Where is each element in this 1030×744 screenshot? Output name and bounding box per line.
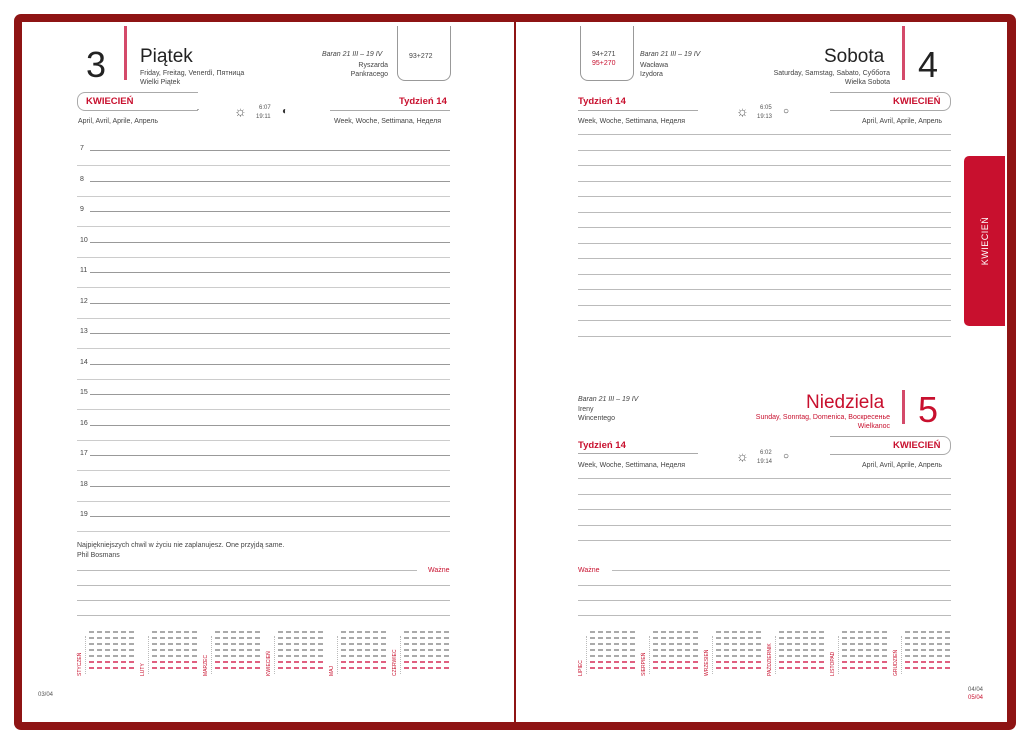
- hour-line[interactable]: [90, 150, 450, 151]
- left-page: [22, 22, 514, 722]
- note-line[interactable]: [578, 134, 951, 135]
- hour-label: 7: [80, 145, 84, 152]
- header-divider: [902, 390, 905, 424]
- note-line[interactable]: [578, 274, 951, 275]
- month-translations: April, Avril, Aprile, Апрель: [862, 118, 943, 125]
- hour-line[interactable]: [90, 181, 450, 182]
- mini-calendar-grid: [341, 630, 389, 678]
- mini-calendar-month: PAŹDZIERNIK: [767, 643, 773, 676]
- half-hour-line[interactable]: [77, 348, 450, 349]
- hour-line[interactable]: [90, 486, 450, 487]
- page-number: 04/04: [968, 687, 984, 693]
- mini-calendar-grid: [905, 630, 953, 678]
- week-label: Tydzień 14: [578, 96, 626, 107]
- page-number-red: 05/04: [968, 695, 984, 701]
- hour-line[interactable]: [90, 242, 450, 243]
- mini-calendar-grid: [89, 630, 137, 678]
- day-translations: Saturday, Samstag, Sabato, Суббота: [773, 70, 890, 77]
- mini-calendar-grid: [779, 630, 827, 678]
- mini-calendar-month: WRZESIEŃ: [704, 649, 710, 676]
- day-translations: Sunday, Sonntag, Domenica, Воскресенье: [755, 414, 890, 421]
- mini-calendar-grid: [404, 630, 452, 678]
- hour-label: 8: [80, 175, 84, 183]
- hour-label: 10: [80, 236, 88, 244]
- half-hour-line[interactable]: [77, 501, 450, 502]
- header-divider: [902, 26, 905, 80]
- name-day-2: Wincentego: [578, 415, 615, 422]
- half-hour-line[interactable]: [77, 470, 450, 471]
- holiday: Wielka Sobota: [844, 79, 890, 86]
- note-line[interactable]: [578, 509, 951, 510]
- half-hour-line[interactable]: [77, 196, 450, 197]
- name-day-1: Ireny: [578, 406, 594, 413]
- week-translations: Week, Woche, Settimana, Неделя: [334, 118, 442, 125]
- note-line[interactable]: [578, 258, 951, 259]
- half-hour-line[interactable]: [77, 257, 450, 258]
- hour-label: 14: [80, 358, 88, 366]
- mini-calendar-month: GRUDZIEŃ: [893, 649, 899, 676]
- month-label: KWIECIEŃ: [86, 96, 134, 107]
- holiday: Wielki Piątek: [140, 79, 181, 86]
- half-hour-line[interactable]: [77, 531, 450, 532]
- day-name: Piątek: [140, 46, 193, 67]
- half-hour-line[interactable]: [77, 287, 450, 288]
- note-line[interactable]: [578, 243, 951, 244]
- month-label: KWIECIEŃ: [893, 96, 941, 107]
- mini-calendar-grid: [653, 630, 701, 678]
- header-divider: [124, 26, 127, 80]
- zodiac: Baran 21 III – 19 IV: [322, 51, 383, 58]
- hour-label: 18: [80, 480, 88, 488]
- week-label: Tydzień 14: [578, 440, 626, 451]
- note-line[interactable]: [578, 494, 951, 495]
- name-day-2: Izydora: [640, 71, 663, 78]
- page-number: 03/04: [38, 692, 54, 698]
- name-day-1: Ryszarda: [358, 62, 388, 69]
- mini-calendar-month: STYCZEŃ: [77, 652, 83, 676]
- note-line[interactable]: [578, 478, 951, 479]
- hour-line[interactable]: [90, 394, 450, 395]
- hour-line[interactable]: [90, 272, 450, 273]
- sunrise: 6:07: [259, 105, 271, 111]
- half-hour-line[interactable]: [77, 165, 450, 166]
- mini-calendar-month: LISTOPAD: [830, 651, 836, 676]
- note-line[interactable]: [578, 305, 951, 306]
- note-line[interactable]: [578, 336, 951, 337]
- mini-calendar-grid: [590, 630, 638, 678]
- day-counter: 94+271: [592, 51, 616, 58]
- note-line[interactable]: [578, 525, 951, 526]
- note-line[interactable]: [578, 289, 951, 290]
- zodiac: Baran 21 III – 19 IV: [578, 396, 639, 403]
- day-number: 4: [918, 44, 939, 85]
- month-translations: April, Avril, Aprile, Апрель: [78, 118, 159, 125]
- hour-label: 12: [80, 297, 88, 305]
- note-line[interactable]: [578, 196, 951, 197]
- hour-line[interactable]: [90, 211, 450, 212]
- mini-calendar-month: CZERWIEC: [392, 649, 398, 676]
- week-translations: Week, Woche, Settimana, Неделя: [578, 118, 686, 125]
- hour-label: 16: [80, 419, 88, 427]
- month-tab[interactable]: [964, 156, 1005, 326]
- half-hour-line[interactable]: [77, 409, 450, 410]
- day-counter: 93+272: [409, 53, 433, 60]
- day-translations: Friday, Freitag, Venerdì, Пятница: [140, 70, 245, 77]
- half-hour-line[interactable]: [77, 379, 450, 380]
- day-name: Niedziela: [806, 392, 885, 413]
- name-day-1: Wacława: [640, 62, 669, 69]
- moon-phase-icon: ○: [783, 106, 790, 117]
- hour-label: 17: [80, 450, 88, 457]
- right-page: [516, 22, 1007, 722]
- note-line[interactable]: [578, 227, 951, 228]
- hour-label: 19: [80, 511, 88, 518]
- mini-calendar-grid: [842, 630, 890, 678]
- week-translations: Week, Woche, Settimana, Неделя: [578, 462, 686, 469]
- sunset: 19:14: [757, 459, 773, 465]
- day-counter-red: 95+270: [592, 60, 616, 67]
- week-label: Tydzień 14: [399, 96, 447, 107]
- important-label: Ważne: [578, 567, 600, 574]
- mini-calendar-month: SIERPIEŃ: [641, 652, 647, 676]
- important-label: Ważne: [428, 567, 450, 574]
- sunrise: 6:02: [760, 450, 772, 456]
- note-line[interactable]: [578, 540, 951, 541]
- hour-line[interactable]: [90, 455, 450, 456]
- day-number: 3: [86, 44, 107, 85]
- day-name: Sobota: [824, 46, 885, 67]
- holiday: Wielkanoc: [857, 423, 890, 430]
- month-label: KWIECIEŃ: [893, 440, 941, 451]
- sunset: 19:11: [256, 114, 271, 120]
- sun-icon: ☼: [234, 103, 247, 119]
- month-tab-label: KWIECIEŃ: [979, 216, 990, 266]
- hour-label: 9: [80, 206, 84, 213]
- mini-calendar-month: KWIECIEŃ: [266, 651, 272, 676]
- hour-line[interactable]: [90, 333, 450, 334]
- sun-icon: ☼: [736, 448, 749, 464]
- hour-line[interactable]: [90, 303, 450, 304]
- sunrise: 6:05: [760, 105, 772, 111]
- hour-label: 11: [80, 267, 88, 274]
- hour-line[interactable]: [90, 364, 450, 365]
- sun-icon: ☼: [736, 103, 749, 119]
- hour-line[interactable]: [90, 425, 450, 426]
- hour-label: 15: [80, 389, 88, 396]
- half-hour-line[interactable]: [77, 440, 450, 441]
- note-line[interactable]: [578, 320, 951, 321]
- note-line[interactable]: [578, 212, 951, 213]
- mini-calendar-grid: [152, 630, 200, 678]
- name-day-2: Pankracego: [350, 71, 388, 78]
- quote-author: Phil Bosmans: [77, 552, 120, 559]
- hour-label: 13: [80, 328, 88, 335]
- zodiac: Baran 21 III – 19 IV: [640, 51, 701, 58]
- mini-calendar-month: MAJ: [329, 666, 335, 676]
- note-line[interactable]: [578, 181, 951, 182]
- mini-calendar-grid: [716, 630, 764, 678]
- note-line[interactable]: [578, 165, 951, 166]
- moon-phase-icon: ○: [783, 451, 790, 462]
- mini-calendar-grid: [278, 630, 326, 678]
- mini-calendar-month: LIPIEC: [578, 660, 584, 676]
- month-translations: April, Avril, Aprile, Апрель: [862, 462, 943, 469]
- half-hour-line[interactable]: [77, 226, 450, 227]
- quote: Najpiękniejszych chwil w życiu nie zaplanujesz. One przyjdą same.: [77, 542, 285, 549]
- moon-phase-icon: ◐: [282, 106, 289, 117]
- hour-line[interactable]: [90, 516, 450, 517]
- half-hour-line[interactable]: [77, 318, 450, 319]
- note-line[interactable]: [578, 150, 951, 151]
- day-number: 5: [918, 389, 939, 430]
- mini-calendar-month: MARZEC: [203, 654, 209, 676]
- mini-calendar-month: LUTY: [140, 663, 146, 676]
- sunset: 19:13: [757, 114, 773, 120]
- mini-calendar-grid: [215, 630, 263, 678]
